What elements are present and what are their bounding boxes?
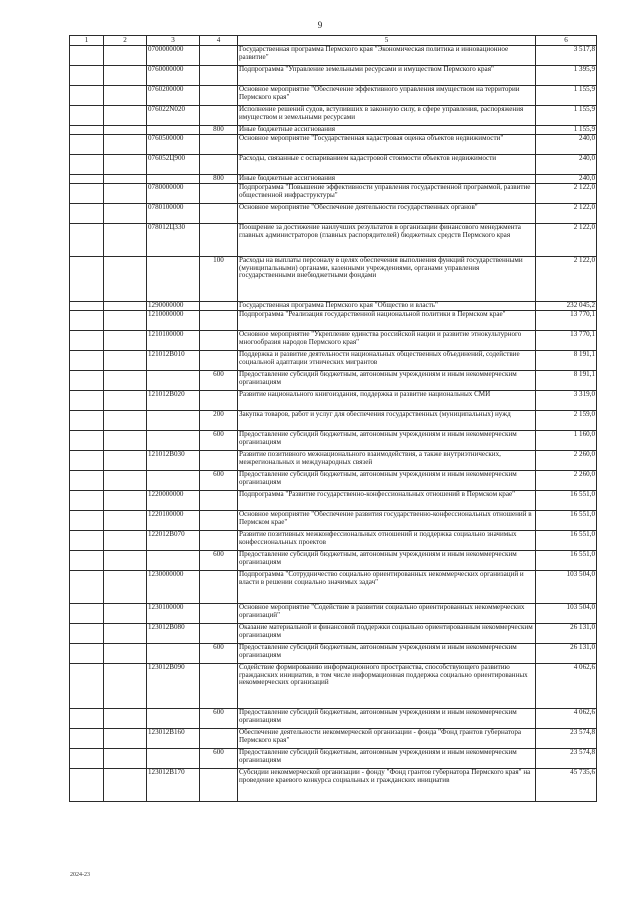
cell-expense-kind: 600 — [200, 371, 238, 391]
table-row — [70, 86, 597, 106]
table-row — [70, 302, 597, 311]
cell-target-code: 0780000000 — [147, 184, 200, 204]
cell-expense-kind: 800 — [200, 175, 238, 184]
cell-section — [70, 184, 104, 204]
cell-subsection — [104, 311, 147, 331]
cell-target-code — [147, 431, 200, 451]
cell-name: Предоставление субсидий бюджетным, автономным учреждениям и иным некоммерческим организациям — [238, 709, 536, 729]
table-row — [70, 46, 597, 66]
cell-name: Государственная программа Пермского края "Экономическая политика и инновационное развитие" — [238, 46, 536, 66]
table-row — [70, 491, 597, 511]
cell-section — [70, 491, 104, 511]
cell-amount: 13 770,1 — [536, 311, 597, 331]
table-row — [70, 224, 597, 257]
table-row — [70, 155, 597, 175]
cell-section — [70, 624, 104, 644]
cell-expense-kind — [200, 46, 238, 66]
table-row — [70, 644, 597, 664]
cell-name: Подпрограмма "Сотрудничество социально ориентированных некоммерческих организаций и власти в решении социально значимых задач" — [238, 571, 536, 604]
cell-section — [70, 391, 104, 411]
cell-expense-kind: 600 — [200, 471, 238, 491]
table-row — [70, 331, 597, 351]
cell-amount: 2 260,0 — [536, 451, 597, 471]
cell-target-code: 1230100000 — [147, 604, 200, 624]
cell-amount: 16 551,0 — [536, 551, 597, 571]
cell-section — [70, 302, 104, 311]
cell-name: Подпрограмма "Развитие государственно-конфессиональных отношений в Пермском крае" — [238, 491, 536, 511]
cell-amount: 4 062,6 — [536, 664, 597, 709]
cell-subsection — [104, 664, 147, 709]
cell-target-code: 076022N020 — [147, 106, 200, 126]
cell-target-code — [147, 411, 200, 431]
cell-expense-kind — [200, 311, 238, 331]
table-row — [70, 709, 597, 729]
cell-amount: 2 122,0 — [536, 224, 597, 257]
cell-name: Поощрение за достижение наилучших результатов в организации финансового менеджмента главных администраторов (главных распорядителей) бюджетных средств Пермского края — [238, 224, 536, 257]
cell-target-code: 1290000000 — [147, 302, 200, 311]
cell-subsection — [104, 257, 147, 302]
cell-name: Подпрограмма "Повышение эффективности управления государственной программой, развитие общественной инфраструктуры" — [238, 184, 536, 204]
cell-section — [70, 709, 104, 729]
cell-section — [70, 155, 104, 175]
table-row — [70, 371, 597, 391]
cell-name: Подпрограмма "Управление земельными ресурсами и имуществом Пермского края" — [238, 66, 536, 86]
footer-code: 2024-23 — [70, 872, 90, 878]
cell-target-code: 078012Ц330 — [147, 224, 200, 257]
cell-amount: 1 395,9 — [536, 66, 597, 86]
cell-amount: 240,0 — [536, 155, 597, 175]
cell-section — [70, 471, 104, 491]
cell-expense-kind — [200, 729, 238, 749]
cell-name: Обеспечение деятельности некоммерческой организации - фонда "Фонд грантов губернатора Пермского края" — [238, 729, 536, 749]
cell-section — [70, 644, 104, 664]
cell-subsection — [104, 491, 147, 511]
cell-section — [70, 331, 104, 351]
cell-amount: 26 131,0 — [536, 644, 597, 664]
cell-amount: 16 551,0 — [536, 531, 597, 551]
cell-expense-kind — [200, 624, 238, 644]
cell-expense-kind — [200, 106, 238, 126]
cell-subsection — [104, 66, 147, 86]
cell-target-code: 122012В070 — [147, 531, 200, 551]
cell-amount: 2 260,0 — [536, 471, 597, 491]
cell-target-code — [147, 257, 200, 302]
cell-amount: 26 131,0 — [536, 624, 597, 644]
cell-amount: 240,0 — [536, 175, 597, 184]
page-number: 9 — [317, 20, 323, 30]
table-row — [70, 66, 597, 86]
cell-subsection — [104, 371, 147, 391]
cell-name: Предоставление субсидий бюджетным, автономным учреждениям и иным некоммерческим организациям — [238, 551, 536, 571]
cell-target-code: 0760200000 — [147, 86, 200, 106]
cell-expense-kind — [200, 664, 238, 709]
cell-target-code: 1210000000 — [147, 311, 200, 331]
table-body — [70, 36, 597, 802]
cell-section — [70, 46, 104, 66]
cell-section — [70, 175, 104, 184]
cell-name: Развитие позитивного межнационального взаимодействия, а также внутриэтнических, межрегиональных и международных связей — [238, 451, 536, 471]
cell-section — [70, 411, 104, 431]
cell-section — [70, 571, 104, 604]
table-row — [70, 135, 597, 155]
cell-expense-kind — [200, 184, 238, 204]
cell-target-code — [147, 126, 200, 135]
column-header-3: 3 — [147, 36, 200, 46]
cell-expense-kind — [200, 302, 238, 311]
cell-subsection — [104, 511, 147, 531]
cell-expense-kind — [200, 135, 238, 155]
cell-section — [70, 86, 104, 106]
cell-name: Основное мероприятие "Обеспечение деятельности государственных органов" — [238, 204, 536, 224]
cell-expense-kind: 200 — [200, 411, 238, 431]
cell-target-code: 123012В170 — [147, 769, 200, 802]
cell-name: Государственная программа Пермского края "Общество и власть" — [238, 302, 536, 311]
cell-expense-kind — [200, 224, 238, 257]
cell-subsection — [104, 769, 147, 802]
cell-section — [70, 204, 104, 224]
cell-name: Иные бюджетные ассигнования — [238, 126, 536, 135]
cell-expense-kind: 600 — [200, 644, 238, 664]
cell-subsection — [104, 431, 147, 451]
cell-subsection — [104, 224, 147, 257]
cell-section — [70, 135, 104, 155]
cell-name: Основное мероприятие "Обеспечение эффективного управления имуществом на территории Пермского края" — [238, 86, 536, 106]
cell-section — [70, 126, 104, 135]
table-row — [70, 604, 597, 624]
cell-amount: 2 122,0 — [536, 184, 597, 204]
table-row — [70, 664, 597, 709]
cell-section — [70, 451, 104, 471]
cell-name: Предоставление субсидий бюджетным, автономным учреждениям и иным некоммерческим организациям — [238, 371, 536, 391]
cell-expense-kind — [200, 604, 238, 624]
cell-amount: 1 160,0 — [536, 431, 597, 451]
cell-target-code: 0760500000 — [147, 135, 200, 155]
cell-section — [70, 664, 104, 709]
cell-name: Основное мероприятие "Укрепление единства российской нации и развитие этнокультурного многообразия народов Пермского края" — [238, 331, 536, 351]
cell-expense-kind — [200, 351, 238, 371]
table-row — [70, 624, 597, 644]
cell-amount: 2 159,0 — [536, 411, 597, 431]
cell-name: Предоставление субсидий бюджетным, автономным учреждениям и иным некоммерческим организациям — [238, 644, 536, 664]
cell-section — [70, 106, 104, 126]
cell-name: Основное мероприятие "Обеспечение развития государственно-конфессиональных отношений в Пермском крае" — [238, 511, 536, 531]
table-row — [70, 511, 597, 531]
table-row — [70, 184, 597, 204]
cell-target-code — [147, 471, 200, 491]
cell-target-code: 123012В090 — [147, 664, 200, 709]
cell-expense-kind: 600 — [200, 551, 238, 571]
table-row — [70, 311, 597, 331]
cell-target-code — [147, 371, 200, 391]
cell-section — [70, 224, 104, 257]
cell-section — [70, 257, 104, 302]
cell-subsection — [104, 155, 147, 175]
cell-target-code: 1210100000 — [147, 331, 200, 351]
cell-section — [70, 511, 104, 531]
cell-amount: 3 319,0 — [536, 391, 597, 411]
cell-name: Исполнение решений судов, вступивших в законную силу, в сфере управления, распоряжения имуществом и земельными ресурсами — [238, 106, 536, 126]
cell-subsection — [104, 46, 147, 66]
table-row — [70, 106, 597, 126]
table-row — [70, 451, 597, 471]
cell-subsection — [104, 644, 147, 664]
cell-subsection — [104, 175, 147, 184]
cell-target-code — [147, 644, 200, 664]
table-row — [70, 257, 597, 302]
cell-section — [70, 311, 104, 331]
cell-target-code — [147, 749, 200, 769]
cell-name: Содействие формированию информационного пространства, способствующего развитию гражданских инициатив, в том числе информационная поддержка социально ориентированных некоммерческих организаций — [238, 664, 536, 709]
cell-name: Подпрограмма "Реализация государственной национальной политики в Пермском крае" — [238, 311, 536, 331]
table-row — [70, 204, 597, 224]
cell-name: Основное мероприятие "Государственная кадастровая оценка объектов недвижимости" — [238, 135, 536, 155]
cell-name: Развитие позитивных межконфессиональных отношений и поддержка социально значимых конфессиональных проектов — [238, 531, 536, 551]
cell-amount: 45 735,6 — [536, 769, 597, 802]
table-row — [70, 351, 597, 371]
cell-expense-kind — [200, 511, 238, 531]
column-header-6: 6 — [536, 36, 597, 46]
cell-subsection — [104, 551, 147, 571]
cell-section — [70, 749, 104, 769]
cell-target-code: 1220100000 — [147, 511, 200, 531]
cell-target-code: 121012В010 — [147, 351, 200, 371]
cell-amount: 13 770,1 — [536, 331, 597, 351]
cell-name: Предоставление субсидий бюджетным, автономным учреждениям и иным некоммерческим организациям — [238, 431, 536, 451]
cell-amount: 1 155,9 — [536, 126, 597, 135]
cell-expense-kind — [200, 66, 238, 86]
cell-name: Предоставление субсидий бюджетным, автономным учреждениям и иным некоммерческим организациям — [238, 749, 536, 769]
cell-amount: 8 191,1 — [536, 351, 597, 371]
cell-subsection — [104, 624, 147, 644]
cell-target-code — [147, 551, 200, 571]
cell-target-code — [147, 175, 200, 184]
cell-name: Предоставление субсидий бюджетным, автономным учреждениям и иным некоммерческим организациям — [238, 471, 536, 491]
table-row — [70, 391, 597, 411]
cell-target-code: 0700000000 — [147, 46, 200, 66]
cell-expense-kind — [200, 86, 238, 106]
cell-section — [70, 371, 104, 391]
cell-expense-kind — [200, 531, 238, 551]
cell-amount: 16 551,0 — [536, 491, 597, 511]
cell-expense-kind: 100 — [200, 257, 238, 302]
cell-target-code: 076052Ц900 — [147, 155, 200, 175]
table-row — [70, 175, 597, 184]
cell-expense-kind — [200, 331, 238, 351]
cell-name: Закупка товаров, работ и услуг для обеспечения государственных (муниципальных) нужд — [238, 411, 536, 431]
cell-amount: 103 504,0 — [536, 604, 597, 624]
cell-subsection — [104, 351, 147, 371]
cell-subsection — [104, 709, 147, 729]
cell-expense-kind — [200, 491, 238, 511]
cell-target-code: 123012В080 — [147, 624, 200, 644]
cell-target-code: 123012В160 — [147, 729, 200, 749]
cell-expense-kind: 800 — [200, 126, 238, 135]
cell-name: Расходы на выплаты персоналу в целях обеспечения выполнения функций государственными (муниципальными) органами, казенными учреждениями, органами управления государственными внебюджетными фондами — [238, 257, 536, 302]
cell-expense-kind — [200, 451, 238, 471]
cell-name: Оказание материальной и финансовой поддержки социально ориентированным некоммерческим организациям — [238, 624, 536, 644]
table-row — [70, 531, 597, 551]
table-row — [70, 571, 597, 604]
column-header-5: 5 — [238, 36, 536, 46]
table-row — [70, 749, 597, 769]
cell-subsection — [104, 204, 147, 224]
cell-amount: 16 551,0 — [536, 511, 597, 531]
cell-section — [70, 531, 104, 551]
cell-subsection — [104, 391, 147, 411]
table-row — [70, 769, 597, 802]
table-row — [70, 411, 597, 431]
cell-name: Развитие национального книгоиздания, поддержка и развитие национальных СМИ — [238, 391, 536, 411]
cell-subsection — [104, 86, 147, 106]
cell-name: Расходы, связанные с оспариванием кадастровой стоимости объектов недвижимости — [238, 155, 536, 175]
cell-expense-kind — [200, 204, 238, 224]
cell-subsection — [104, 729, 147, 749]
cell-expense-kind — [200, 155, 238, 175]
cell-amount: 103 504,0 — [536, 571, 597, 604]
table-row — [70, 551, 597, 571]
table-row — [70, 471, 597, 491]
cell-subsection — [104, 571, 147, 604]
cell-target-code: 1220000000 — [147, 491, 200, 511]
cell-subsection — [104, 471, 147, 491]
cell-amount: 4 062,6 — [536, 709, 597, 729]
cell-amount: 2 122,0 — [536, 204, 597, 224]
table-row — [70, 729, 597, 749]
cell-expense-kind — [200, 391, 238, 411]
cell-subsection — [104, 604, 147, 624]
cell-expense-kind: 600 — [200, 749, 238, 769]
column-header-2: 2 — [104, 36, 147, 46]
cell-section — [70, 729, 104, 749]
cell-amount: 23 574,8 — [536, 729, 597, 749]
cell-section — [70, 351, 104, 371]
cell-expense-kind: 600 — [200, 431, 238, 451]
cell-name: Иные бюджетные ассигнования — [238, 175, 536, 184]
cell-section — [70, 769, 104, 802]
cell-subsection — [104, 126, 147, 135]
cell-amount: 23 574,8 — [536, 749, 597, 769]
cell-target-code: 0780100000 — [147, 204, 200, 224]
cell-subsection — [104, 749, 147, 769]
cell-subsection — [104, 184, 147, 204]
cell-amount: 8 191,1 — [536, 371, 597, 391]
cell-expense-kind: 600 — [200, 709, 238, 729]
cell-subsection — [104, 411, 147, 431]
cell-amount: 232 045,2 — [536, 302, 597, 311]
cell-expense-kind — [200, 571, 238, 604]
table-row — [70, 126, 597, 135]
column-header-row — [70, 36, 597, 46]
cell-expense-kind — [200, 769, 238, 802]
column-header-4: 4 — [200, 36, 238, 46]
cell-subsection — [104, 331, 147, 351]
cell-name: Субсидии некоммерческой организации - фонду "Фонд грантов губернатора Пермского края" на проведение краевого конкурса социальных и гражданских инициатив — [238, 769, 536, 802]
column-header-1: 1 — [70, 36, 104, 46]
cell-amount: 1 155,9 — [536, 106, 597, 126]
cell-amount: 3 517,8 — [536, 46, 597, 66]
cell-section — [70, 604, 104, 624]
table-row — [70, 431, 597, 451]
cell-target-code — [147, 709, 200, 729]
cell-target-code: 0760000000 — [147, 66, 200, 86]
cell-amount: 240,0 — [536, 135, 597, 155]
cell-section — [70, 431, 104, 451]
cell-amount: 2 122,0 — [536, 257, 597, 302]
cell-subsection — [104, 106, 147, 126]
cell-subsection — [104, 531, 147, 551]
cell-target-code: 1230000000 — [147, 571, 200, 604]
cell-subsection — [104, 451, 147, 471]
cell-subsection — [104, 302, 147, 311]
cell-name: Поддержка и развитие деятельности национальных общественных объединений, содействие социальной адаптации этнических мигрантов — [238, 351, 536, 371]
cell-subsection — [104, 135, 147, 155]
cell-section — [70, 551, 104, 571]
cell-amount: 1 155,9 — [536, 86, 597, 106]
budget-table — [69, 35, 597, 802]
cell-name: Основное мероприятие "Содействие в развитии социально ориентированных некоммерческих организаций" — [238, 604, 536, 624]
cell-target-code: 121012В020 — [147, 391, 200, 411]
cell-target-code: 121012В030 — [147, 451, 200, 471]
cell-section — [70, 66, 104, 86]
